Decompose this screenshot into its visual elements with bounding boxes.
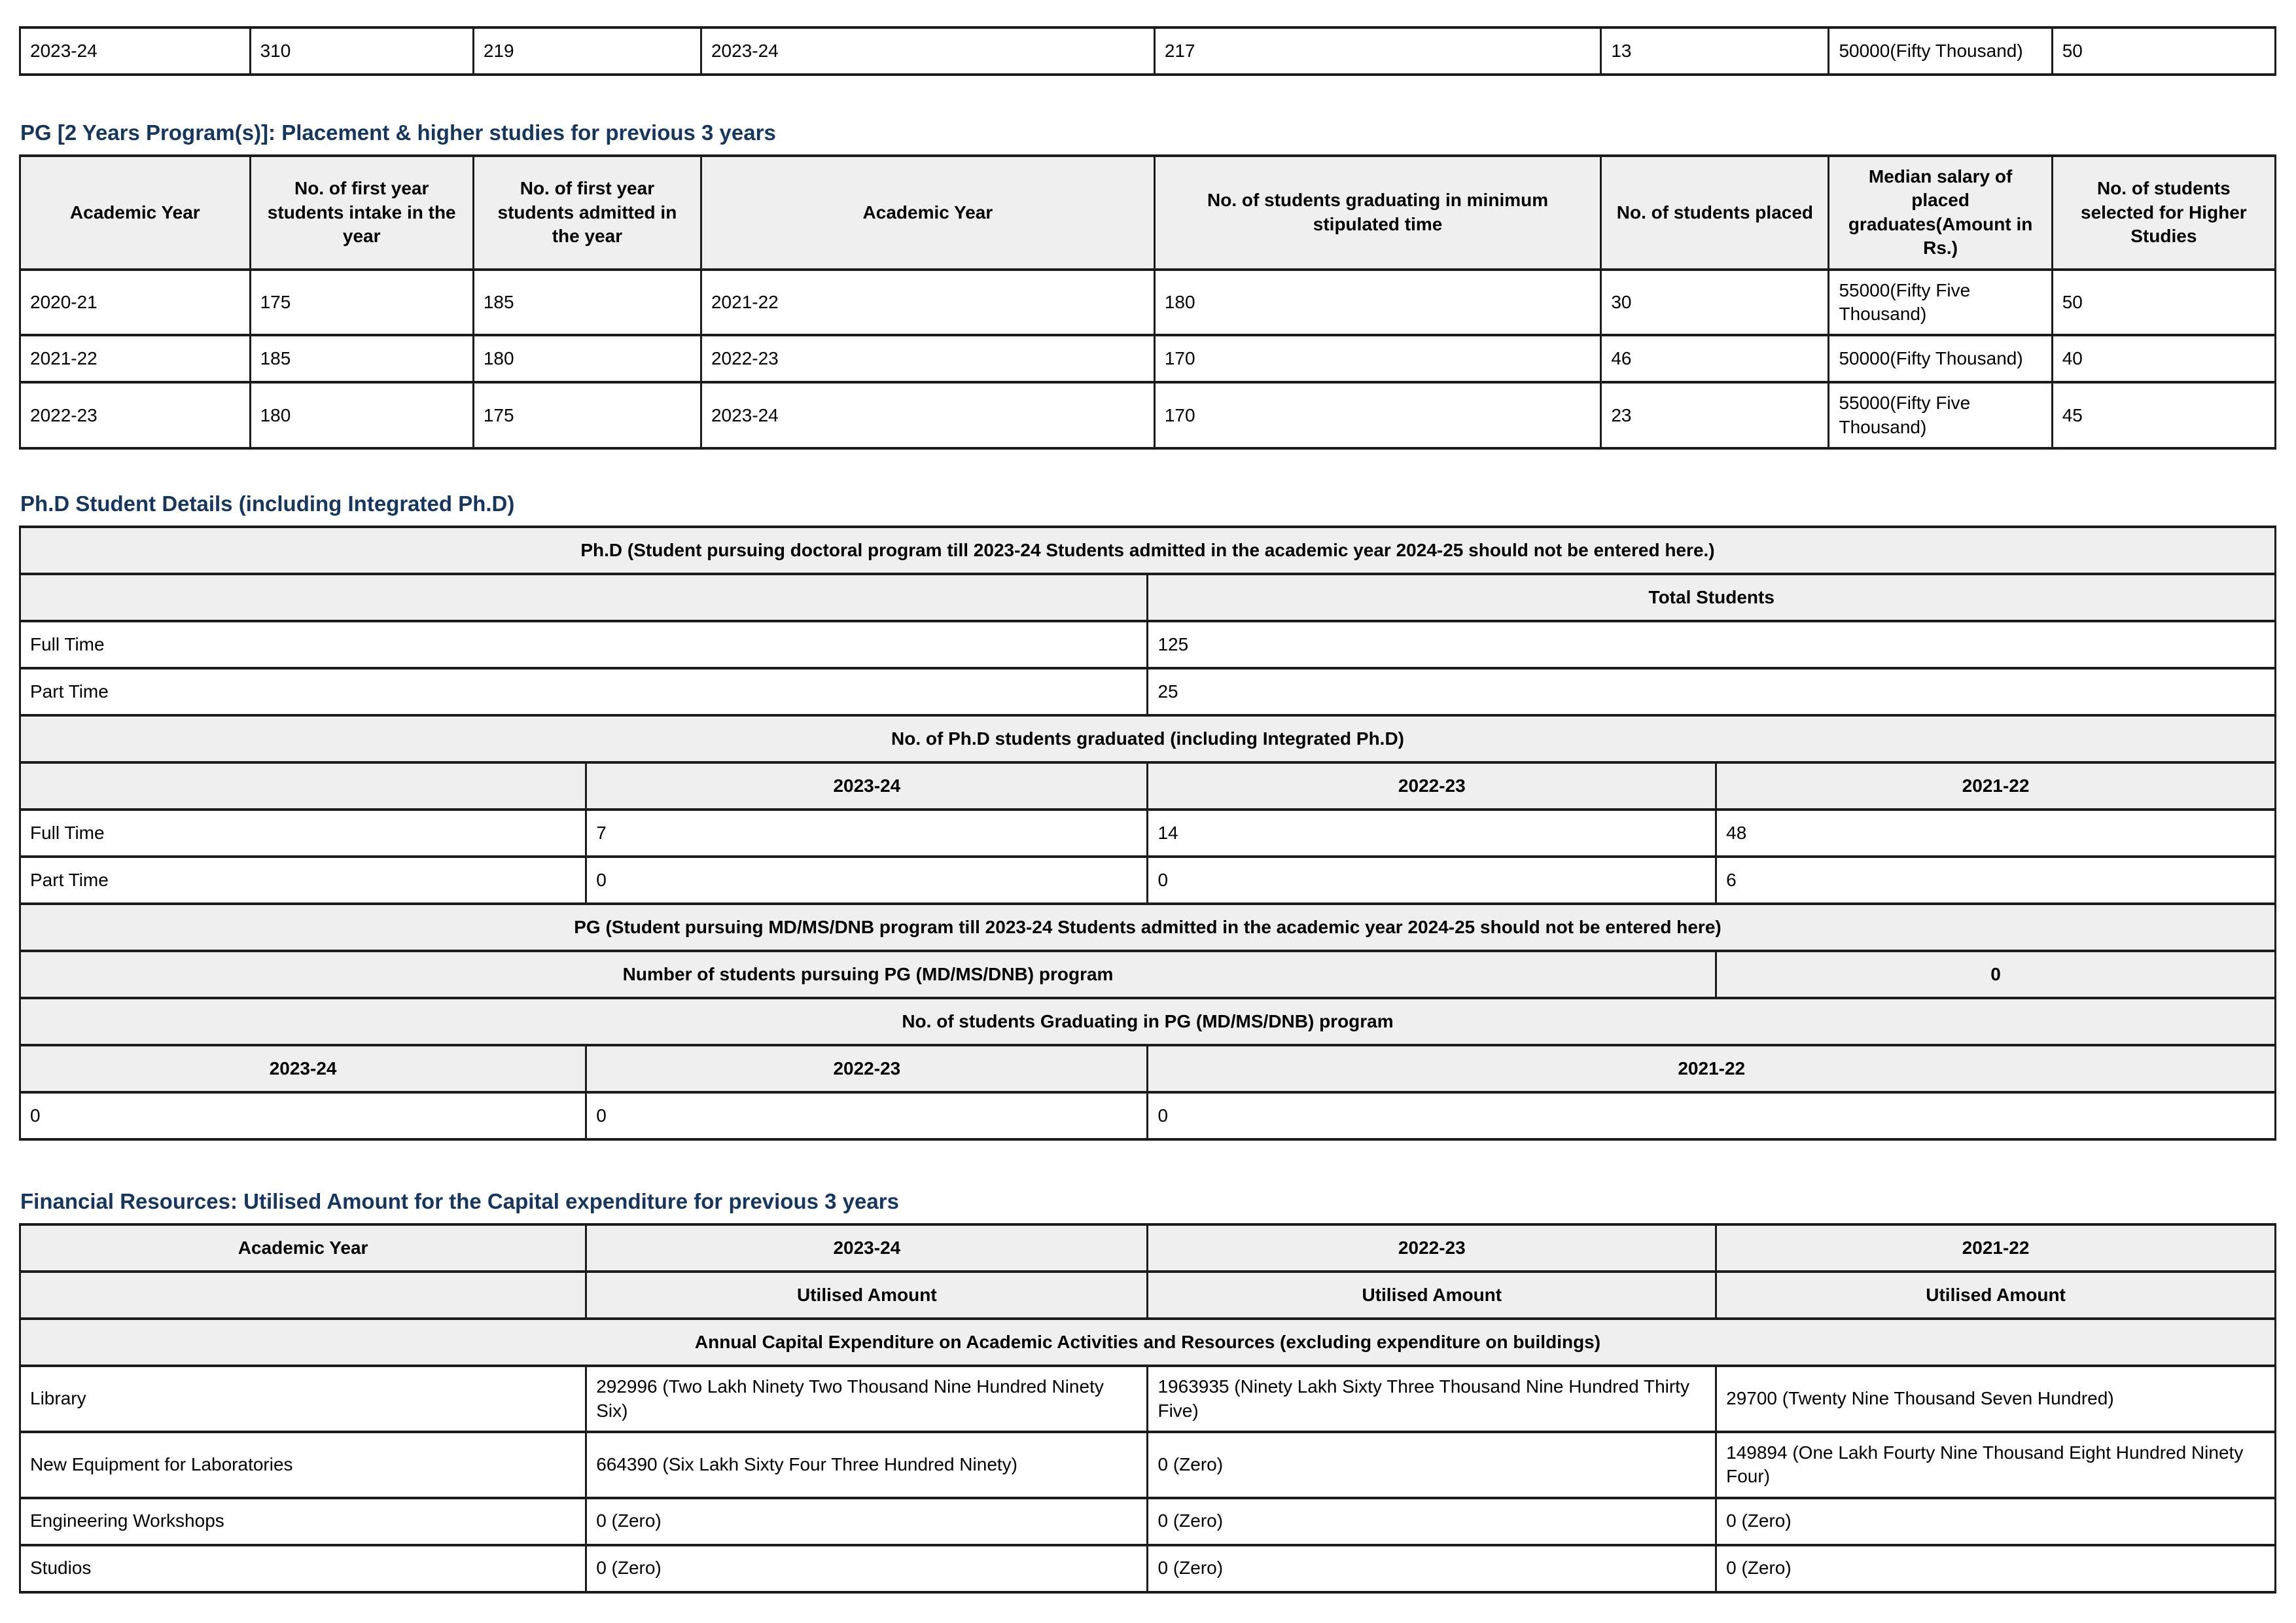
table-cell: 0 (Zero) <box>586 1498 1148 1545</box>
table-cell: 2022-23 <box>701 335 1154 382</box>
table-cell: 292996 (Two Lakh Ninety Two Thousand Nine Hundred Ninety Six) <box>586 1366 1148 1432</box>
table-cell: 2021-22 <box>701 270 1154 336</box>
table-row <box>20 1432 2276 1498</box>
table-cell: 23 <box>1601 382 1829 448</box>
row-label: Part Time <box>20 668 1148 715</box>
row-label: Part Time <box>20 857 586 904</box>
table-cell: 50 <box>2052 270 2275 336</box>
table-cell: 180 <box>250 382 473 448</box>
table-row <box>20 810 2276 857</box>
table-cell: 664390 (Six Lakh Sixty Four Three Hundred Ninety) <box>586 1432 1148 1498</box>
md-graduating-header: No. of students Graduating in PG (MD/MS/DNB) program <box>20 998 2276 1045</box>
column-header: Median salary of placed graduates(Amount in Rs.) <box>1829 156 2052 270</box>
column-header: Academic Year <box>20 1224 586 1272</box>
table-cell: 30 <box>1601 270 1829 336</box>
table-cell: 25 <box>1148 668 2276 715</box>
year-header: 2022-23 <box>586 1045 1148 1092</box>
table-cell: 55000(Fifty Five Thousand) <box>1829 270 2052 336</box>
table-cell: 310 <box>250 27 473 75</box>
table-row <box>20 270 2276 336</box>
annual-capex-header: Annual Capital Expenditure on Academic Activities and Resources (excluding expenditure on buildings) <box>20 1319 2276 1366</box>
column-header: No. of first year students intake in the year <box>250 156 473 270</box>
row-label: Full Time <box>20 621 1148 668</box>
year-header: 2022-23 <box>1148 762 1716 810</box>
table-cell: 50 <box>2052 27 2275 75</box>
table-header-row <box>20 156 2276 270</box>
section-title-financial: Financial Resources: Utilised Amount for the Capital expenditure for previous 3 years <box>20 1189 899 1214</box>
year-header: 2021-22 <box>1716 1224 2276 1272</box>
table-cell: 40 <box>2052 335 2275 382</box>
table-row <box>20 27 2276 75</box>
section-title-pg: PG [2 Years Program(s)]: Placement & higher studies for previous 3 years <box>20 120 776 145</box>
table-header-row <box>20 1319 2276 1366</box>
column-header: No. of first year students admitted in the year <box>473 156 701 270</box>
financial-table <box>19 1223 2276 1594</box>
column-header: Academic Year <box>701 156 1154 270</box>
table-header-row <box>20 715 2276 762</box>
table-header-row <box>20 574 2276 621</box>
table-row <box>20 857 2276 904</box>
md-pursuing-header: PG (Student pursuing MD/MS/DNB program till 2023-24 Students admitted in the academic year 2024-25 should not be entered here) <box>20 904 2276 951</box>
row-label: Library <box>20 1366 586 1432</box>
table-cell: 0 <box>20 1092 586 1139</box>
table-row <box>20 382 2276 448</box>
utilised-amount-header: Utilised Amount <box>1716 1272 2276 1319</box>
table-cell: 185 <box>250 335 473 382</box>
table-cell: 55000(Fifty Five Thousand) <box>1829 382 2052 448</box>
column-header: No. of students selected for Higher Studies <box>2052 156 2275 270</box>
phd-pursuing-header: Ph.D (Student pursuing doctoral program till 2023-24 Students admitted in the academic year 2024-25 should not be entered here.) <box>20 527 2276 574</box>
section-title-phd: Ph.D Student Details (including Integrated Ph.D) <box>20 491 515 516</box>
table-header-row <box>20 527 2276 574</box>
table-cell: 185 <box>473 270 701 336</box>
empty-header-cell <box>20 1272 586 1319</box>
table-cell: 149894 (One Lakh Fourty Nine Thousand Eight Hundred Ninety Four) <box>1716 1432 2276 1498</box>
table-header-row <box>20 762 2276 810</box>
table-cell: 50000(Fifty Thousand) <box>1829 335 2052 382</box>
table-header-row <box>20 951 2276 998</box>
table-cell: 0 <box>586 1092 1148 1139</box>
column-header: Academic Year <box>20 156 251 270</box>
table-header-row <box>20 904 2276 951</box>
table-cell: 2022-23 <box>20 382 251 448</box>
year-header: 2023-24 <box>20 1045 586 1092</box>
table-cell: 6 <box>1716 857 2276 904</box>
row-label: New Equipment for Laboratories <box>20 1432 586 1498</box>
table-header-row <box>20 1272 2276 1319</box>
year-header: 2023-24 <box>586 762 1148 810</box>
table-cell: 1963935 (Ninety Lakh Sixty Three Thousand Nine Hundred Thirty Five) <box>1148 1366 1716 1432</box>
table-cell: 175 <box>250 270 473 336</box>
year-header: 2022-23 <box>1148 1224 1716 1272</box>
table-cell: 2023-24 <box>701 27 1154 75</box>
year-header: 2021-22 <box>1148 1045 2276 1092</box>
table-cell: 0 <box>586 857 1148 904</box>
table-header-row <box>20 1045 2276 1092</box>
empty-header-cell <box>20 762 586 810</box>
column-header: No. of students graduating in minimum stipulated time <box>1154 156 1601 270</box>
column-header: No. of students placed <box>1601 156 1829 270</box>
year-header: 2021-22 <box>1716 762 2276 810</box>
table-row <box>20 1092 2276 1139</box>
table-cell: 2023-24 <box>701 382 1154 448</box>
table-row <box>20 1366 2276 1432</box>
table-cell: 2023-24 <box>20 27 251 75</box>
table-row <box>20 1498 2276 1545</box>
table-cell: 0 <box>1148 857 1716 904</box>
table-row <box>20 1545 2276 1592</box>
table-cell: 0 (Zero) <box>1148 1545 1716 1592</box>
table-cell: 170 <box>1154 335 1601 382</box>
table-cell: 45 <box>2052 382 2275 448</box>
table-cell: 0 (Zero) <box>1716 1545 2276 1592</box>
md-pursuing-label: Number of students pursuing PG (MD/MS/DNB) program <box>20 951 1716 998</box>
table-row <box>20 621 2276 668</box>
table-header-row <box>20 1224 2276 1272</box>
table-cell: 46 <box>1601 335 1829 382</box>
table-cell: 180 <box>473 335 701 382</box>
table-cell: 0 (Zero) <box>1716 1498 2276 1545</box>
table-cell: 217 <box>1154 27 1601 75</box>
table-cell: 170 <box>1154 382 1601 448</box>
phd-graduated-header: No. of Ph.D students graduated (including Integrated Ph.D) <box>20 715 2276 762</box>
table-cell: 0 (Zero) <box>1148 1432 1716 1498</box>
md-pursuing-value: 0 <box>1716 951 2276 998</box>
table-cell: 13 <box>1601 27 1829 75</box>
table-cell: 0 (Zero) <box>586 1545 1148 1592</box>
total-students-header: Total Students <box>1148 574 2276 621</box>
table-cell: 2021-22 <box>20 335 251 382</box>
table-cell: 0 (Zero) <box>1148 1498 1716 1545</box>
table-cell: 219 <box>473 27 701 75</box>
empty-header-cell <box>20 574 1148 621</box>
row-label: Full Time <box>20 810 586 857</box>
table-cell: 29700 (Twenty Nine Thousand Seven Hundred) <box>1716 1366 2276 1432</box>
table-row <box>20 668 2276 715</box>
table-cell: 175 <box>473 382 701 448</box>
utilised-amount-header: Utilised Amount <box>586 1272 1148 1319</box>
table-header-row <box>20 998 2276 1045</box>
pg-placement-table <box>19 154 2276 450</box>
row-label: Studios <box>20 1545 586 1592</box>
table-cell: 48 <box>1716 810 2276 857</box>
table-cell: 50000(Fifty Thousand) <box>1829 27 2052 75</box>
table-cell: 2020-21 <box>20 270 251 336</box>
table-cell: 7 <box>586 810 1148 857</box>
year-header: 2023-24 <box>586 1224 1148 1272</box>
utilised-amount-header: Utilised Amount <box>1148 1272 1716 1319</box>
table-cell: 0 <box>1148 1092 2276 1139</box>
phd-details-table <box>19 526 2276 1141</box>
table-row <box>20 335 2276 382</box>
top-partial-table <box>19 26 2276 76</box>
table-cell: 125 <box>1148 621 2276 668</box>
row-label: Engineering Workshops <box>20 1498 586 1545</box>
table-cell: 180 <box>1154 270 1601 336</box>
table-cell: 14 <box>1148 810 1716 857</box>
